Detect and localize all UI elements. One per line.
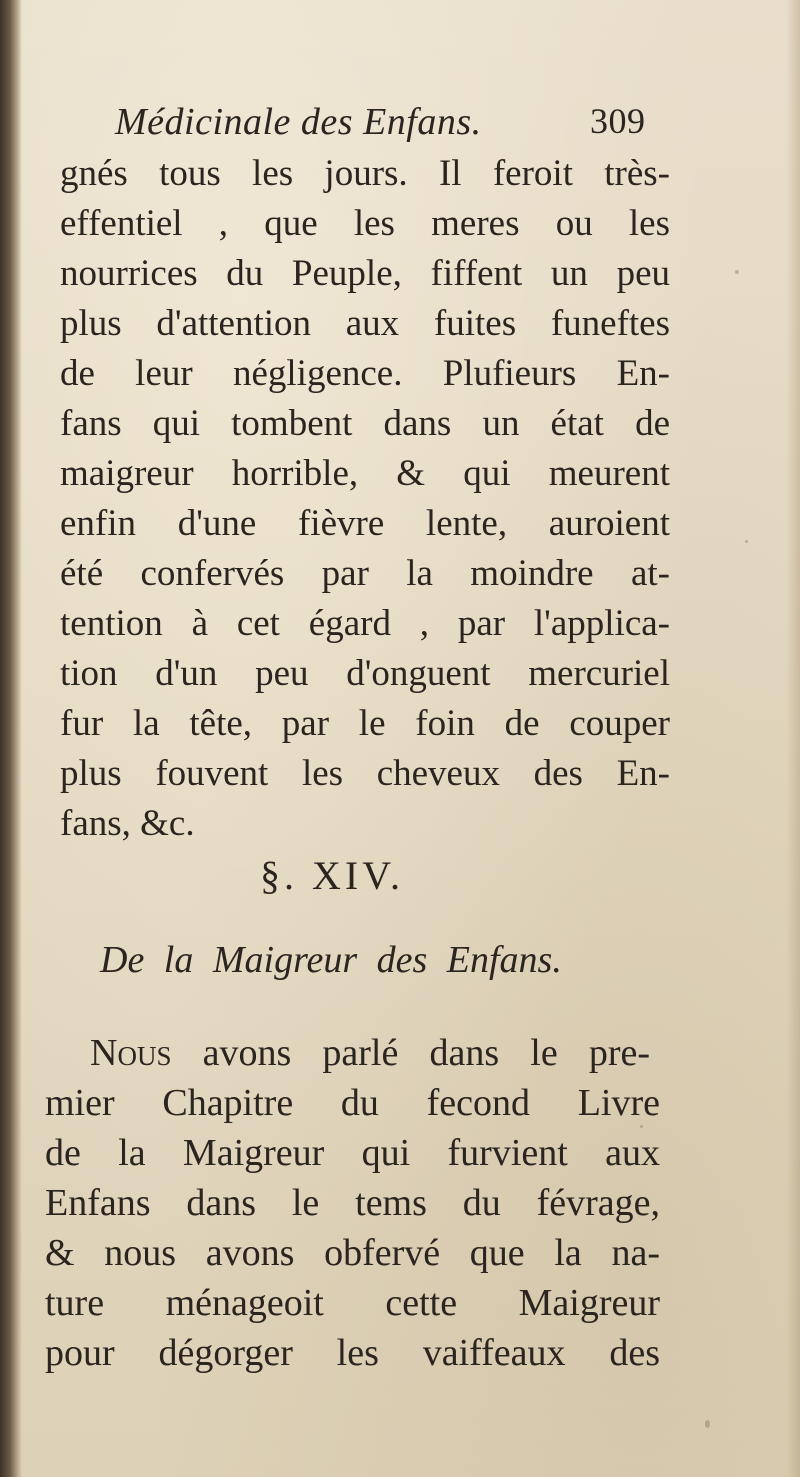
text-line: de leur négligence. Plufieurs En- <box>60 353 670 394</box>
text-line: & nous avons obfervé que la na- <box>45 1232 660 1274</box>
running-head-title: Médicinale des Enfans. <box>115 101 482 143</box>
paper-speck <box>735 270 739 274</box>
text-line: tention à cet égard , par l'applica- <box>60 603 670 644</box>
first-line-rest: avons parlé dans le pre- <box>171 1032 650 1074</box>
text-line: Enfans dans le tems du févrage, <box>45 1182 660 1224</box>
text-line: fur la tête, par le foin de couper <box>60 703 670 744</box>
text-line: plus d'attention aux fuites funeftes <box>60 303 670 344</box>
text-line: de la Maigreur qui furvient aux <box>45 1132 660 1174</box>
initial-word: Nous <box>90 1032 172 1074</box>
page-edge <box>786 0 800 1477</box>
text-line: été confervés par la moindre at- <box>60 553 670 594</box>
text-line: pour dégorger les vaiffeaux des <box>45 1332 660 1374</box>
section-number: §. XIV. <box>260 853 404 898</box>
text-line: nourrices du Peuple, fiffent un peu <box>60 253 670 294</box>
text-line: fans qui tombent dans un état de <box>60 403 670 444</box>
text-line: gnés tous les jours. Il feroit très- <box>60 153 670 194</box>
text-line: fans, &c. <box>60 803 195 844</box>
text-line-first <box>90 1030 650 1076</box>
text-line: enfin d'une fièvre lente, auroient <box>60 503 670 544</box>
paper-speck <box>640 1125 643 1128</box>
text-line: mier Chapitre du fecond Livre <box>45 1082 660 1124</box>
running-head <box>115 100 675 148</box>
text-line: plus fouvent les cheveux des En- <box>60 753 670 794</box>
paper-speck <box>745 540 748 543</box>
text-line: ture ménageoit cette Maigreur <box>45 1282 660 1324</box>
book-binding-edge <box>0 0 22 1477</box>
section-heading: De la Maigreur des Enfans. <box>100 939 562 981</box>
text-line: maigreur horrible, & qui meurent <box>60 453 670 494</box>
page-number: 309 <box>590 101 646 141</box>
text-line: effentiel , que les meres ou les <box>60 203 670 244</box>
paper-speck <box>705 1420 710 1428</box>
text-line: tion d'un peu d'onguent mercuriel <box>60 653 670 694</box>
